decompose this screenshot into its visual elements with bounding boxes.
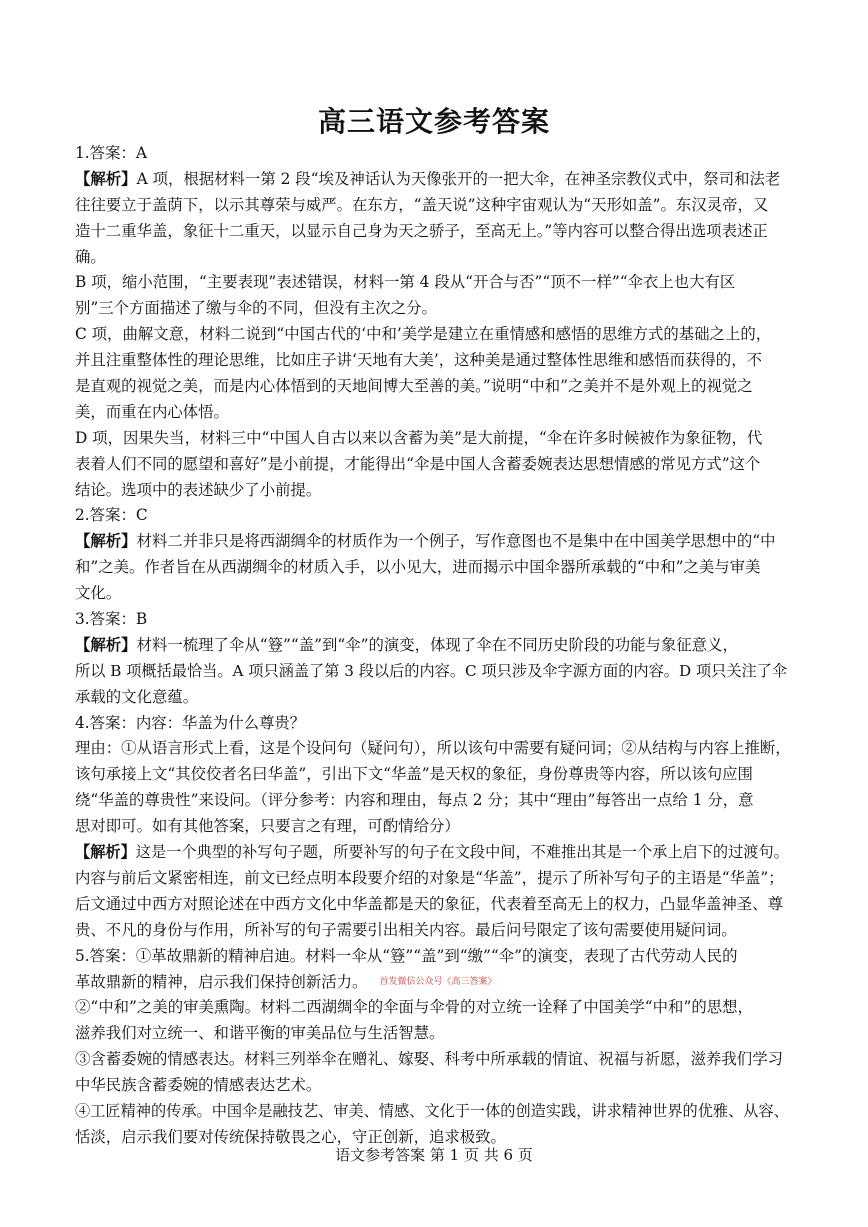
line-text: 造十二重华盖，象征十二重天，以显示自己身为天之骄子，至高无上。”等内容可以整合得出选项表述正 <box>75 221 768 240</box>
text-line <box>75 529 795 555</box>
text-line <box>75 245 795 271</box>
text-line <box>75 1073 795 1099</box>
watermark-text: 首发微信公众号《高三答案》 <box>379 976 497 987</box>
text-line <box>75 995 795 1021</box>
text-line <box>75 788 795 814</box>
text-line <box>75 193 795 219</box>
line-text: 材料二并非只是将西湖绸伞的材质作为一个例子，写作意图也不是集中在中国美学思想中的“中 <box>136 532 776 551</box>
text-line <box>75 296 795 322</box>
line-text: 绕“华盖的尊贵性”来设问。（评分参考：内容和理由，每点 2 分；其中“理由”每答出一点给 1 分，意 <box>75 791 754 810</box>
analysis-label: 【解析】 <box>75 843 136 862</box>
text-line <box>75 1099 795 1125</box>
line-text: 承载的文化意蕴。 <box>75 687 199 706</box>
line-text: 3.答案：B <box>75 610 148 629</box>
line-text: ④工匠精神的传承。中国伞是融技艺、审美、情感、文化于一体的创造实践，讲求精神世界的优雅、从容、 <box>75 1101 789 1120</box>
text-line <box>75 607 795 633</box>
line-text: ②“中和”之美的审美熏陶。材料二西湖绸伞的伞面与伞骨的对立统一诠释了中国美学“中和”的思想， <box>75 998 753 1017</box>
line-text: 材料一梳理了伞从“簦”“盖”到“伞”的演变，体现了伞在不同历史阶段的功能与象征意义， <box>136 635 738 654</box>
line-text: 该句承接上文“其佼佼者名曰华盖”，引出下文“华盖”是天权的象征，身份尊贵等内容，所以该句应围 <box>75 765 753 784</box>
page-footer: 语文参考答案 第 1 页 共 6 页 <box>335 1146 533 1164</box>
text-line <box>75 918 795 944</box>
line-text: C 项，曲解文意，材料二说到“中国古代的‘中和’美学是建立在重情感和感悟的思维方式的基础之上的， <box>75 325 772 344</box>
text-line <box>75 219 795 245</box>
text-line <box>75 840 795 866</box>
text-line <box>75 762 795 788</box>
line-text: 5.答案：①革故鼎新的精神启迪。材料一伞从“簦”“盖”到“缴”“伞”的演变，表现了古代劳动人民的 <box>75 946 738 965</box>
line-text: 革故鼎新的精神，启示我们保持创新活力。 <box>75 972 368 991</box>
line-text: 恬淡，启示我们要对传统保持敬畏之心，守正创新，追求极致。 <box>75 1127 506 1146</box>
text-line <box>75 1021 795 1047</box>
line-text: 所以 B 项概括最恰当。A 项只涵盖了第 3 段以后的内容。C 项只涉及伞字源方面的内容。D 项只关注了伞 <box>75 661 788 680</box>
line-text: B 项，缩小范围，“主要表现”表述错误，材料一第 4 段从“开合与否”“顶不一样”“伞衣上也大有区 <box>75 273 736 292</box>
text-line <box>75 866 795 892</box>
line-text: 中华民族含蓄委婉的情感表达艺术。 <box>75 1076 322 1095</box>
line-text: 结论。选项中的表述缺少了小前提。 <box>75 480 322 499</box>
answer-body <box>75 141 795 1151</box>
line-text: 并且注重整体性的理论思维，比如庄子讲‘天地有大美’，这种美是通过整体性思维和感悟而获得的，不 <box>75 351 762 370</box>
text-line <box>75 400 795 426</box>
text-line <box>75 426 795 452</box>
line-text: 美，而重在内心体悟。 <box>75 402 229 421</box>
line-text: 滋养我们对立统一、和谐平衡的审美品位与生活智慧。 <box>75 1024 445 1043</box>
text-line <box>75 348 795 374</box>
text-line <box>75 892 795 918</box>
line-text: 和”之美。作者旨在从西湖绸伞的材质入手，以小见大，进而揭示中国伞器所承载的“中和”之美与审美 <box>75 558 761 577</box>
line-text: 别”三个方面描述了缴与伞的不同，但没有主次之分。 <box>75 299 437 318</box>
text-line <box>75 167 795 193</box>
text-line <box>75 685 795 711</box>
analysis-label: 【解析】 <box>75 635 137 654</box>
text-line <box>75 1047 795 1073</box>
analysis-label: 【解析】 <box>75 532 137 551</box>
line-text: 确。 <box>75 247 106 266</box>
text-line <box>75 814 795 840</box>
page-title: 高三语文参考答案 <box>317 105 550 138</box>
text-line <box>75 503 795 529</box>
line-text: 4.答案：内容：华盖为什么尊贵？ <box>75 713 306 732</box>
text-line <box>75 944 795 970</box>
line-text: 贵、不凡的身份与作用，所补写的句子需要引出相关内容。最后问号限定了该句需要使用疑问词。 <box>75 920 737 939</box>
line-text: 是直观的视觉之美，而是内心体悟到的天地间博大至善的美。”说明“中和”之美并不是外观上的视觉之 <box>75 377 753 396</box>
line-text: 理由：①从语言形式上看，这是个设问句（疑问句），所以该句中需要有疑问词；②从结构与内容上推断， <box>75 739 791 758</box>
line-text: 往往要立于盖荫下，以示其尊荣与威严。在东方，“盖天说”这种宇宙观认为“天形如盖”。东汉灵帝，又 <box>75 195 769 214</box>
text-line <box>75 970 795 996</box>
line-text: 2.答案：C <box>75 506 148 525</box>
text-line <box>75 452 795 478</box>
text-line <box>75 633 795 659</box>
text-line <box>75 711 795 737</box>
line-text: 1.答案：A <box>75 144 147 162</box>
line-text: 文化。 <box>75 584 122 603</box>
text-line <box>75 581 795 607</box>
line-text: 内容与前后文紧密相连，前文已经点明本段要介绍的对象是“华盖”，提示了所补写句子的主语是“华盖”； <box>75 868 784 887</box>
text-line <box>75 322 795 348</box>
line-text: 这是一个典型的补写句子题，所要补写的句子在文段中间，不难推出其是一个承上启下的过渡句。 <box>135 843 789 862</box>
text-line <box>75 374 795 400</box>
line-text: 思对即可。如有其他答案，只要言之有理，可酌情给分） <box>75 817 460 836</box>
text-line <box>75 141 795 167</box>
text-line <box>75 659 795 685</box>
line-text: 表着人们不同的愿望和喜好”是小前提，才能得出“伞是中国人含蓄委婉表达思想情感的常见方式”这个 <box>75 454 761 473</box>
line-text: ③含蓄委婉的情感表达。材料三列举伞在赠礼、嫁娶、科考中所承载的情谊、祝福与祈愿，滋养我们学习 <box>75 1050 783 1069</box>
text-line <box>75 478 795 504</box>
line-text: 后文通过中西方对照论述在中西方文化中华盖都是天的象征，代表着至高无上的权力，凸显华盖神圣、尊 <box>75 894 783 913</box>
line-text: D 项，因果失当，材料三中“中国人自古以来以含蓄为美”是大前提，“伞在许多时候被作为象征物，代 <box>75 428 763 447</box>
line-text: A 项，根据材料一第 2 段“埃及神话认为天像张开的一把大伞，在神圣宗教仪式中，祭司和法老 <box>136 169 781 188</box>
text-line <box>75 555 795 581</box>
text-line <box>75 736 795 762</box>
analysis-label: 【解析】 <box>75 169 137 188</box>
text-line <box>75 270 795 296</box>
